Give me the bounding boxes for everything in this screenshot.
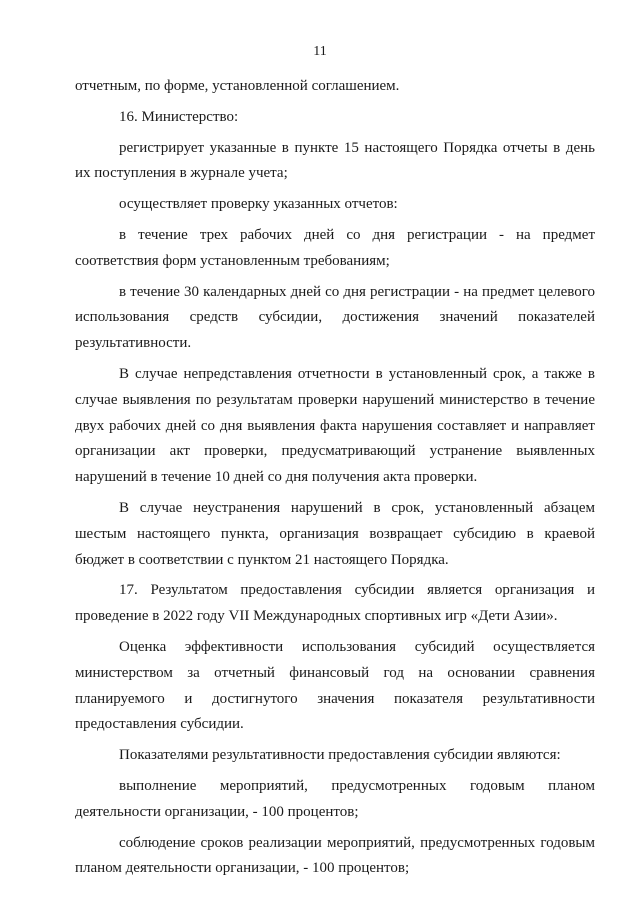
document-body: [75, 74, 595, 887]
paragraph-continuation: отчетным, по форме, установленной соглашением.: [75, 78, 400, 94]
paragraph-efficiency-evaluation: Оценка эффективности использования субсидий осуществляется министерством за отчетный финансовый год на основании сравнения планируемого и достигнутого значения показателя результативности предоставления субсидии.: [75, 638, 595, 733]
paragraph-indicators-heading: Показателями результативности предоставления субсидии являются:: [119, 747, 561, 764]
page-number: 11: [313, 44, 327, 59]
paragraph-checks-reports: осуществляет проверку указанных отчетов:: [119, 196, 398, 213]
paragraph-indicator-deadlines: соблюдение сроков реализации мероприятий, предусмотренных годовым планом деятельности организации, - 100 процентов;: [75, 834, 595, 877]
paragraph-item-17-result: 17. Результатом предоставления субсидии является организация и проведение в 2022 году VII Международных спортивных игр «Дети Азии».: [75, 582, 595, 625]
paragraph-registers-reports: регистрирует указанные в пункте 15 настоящего Порядка отчеты в день их поступления в журнале учета;: [75, 139, 595, 182]
paragraph-non-submission: В случае непредставления отчетности в установленный срок, а также в случае выявления по результатам проверки нарушений министерство в течение двух рабочих дней со дня выявления факта нарушения составляет и направляет организации акт проверки, предусматривающий устранение выявленных нарушений в течение 10 дней со дня получения акта проверки.: [75, 365, 595, 486]
paragraph-three-days-check: в течение трех рабочих дней со дня регистрации - на предмет соответствия форм установленным требованиям;: [75, 226, 595, 269]
paragraph-indicator-events: выполнение мероприятий, предусмотренных годовым планом деятельности организации, - 100 процентов;: [75, 777, 595, 820]
paragraph-item-16-heading: 16. Министерство:: [119, 108, 239, 125]
paragraph-non-elimination: В случае неустранения нарушений в срок, установленный абзацем шестым настоящего пункта, организация возвращает субсидию в краевой бюджет в соответствии с пунктом 21 настоящего Порядка.: [75, 499, 595, 568]
paragraph-thirty-days-check: в течение 30 календарных дней со дня регистрации - на предмет целевого использования средств субсидии, достижения значений показателей результативности.: [75, 283, 595, 352]
